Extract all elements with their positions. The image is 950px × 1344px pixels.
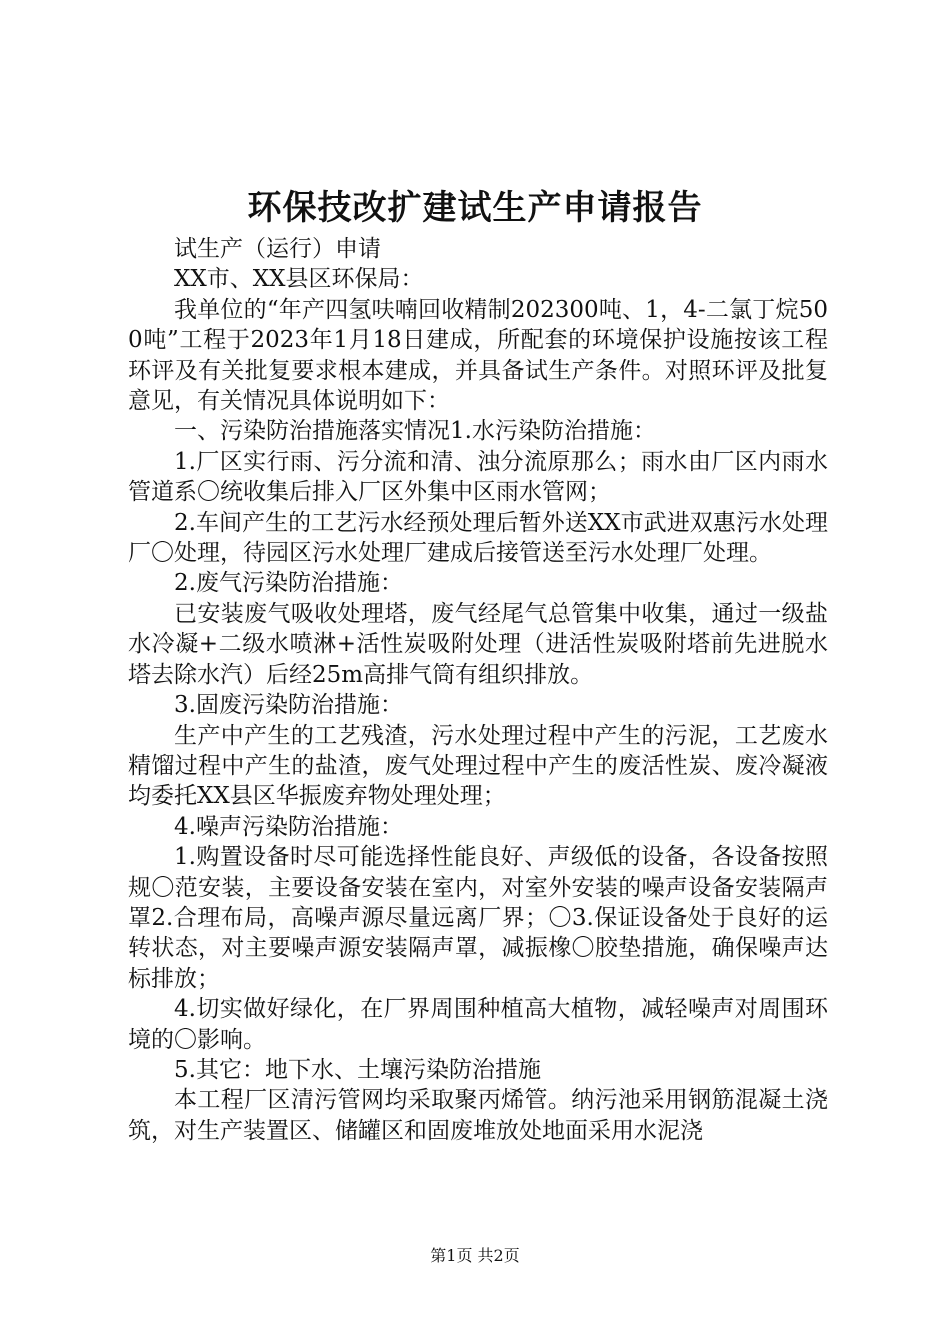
document-body xyxy=(128,234,828,1146)
paragraph: 已安装废气吸收处理塔，废气经尾气总管集中收集，通过一级盐水冷凝+二级水喷淋+活性炭吸附处理（进活性炭吸附塔前先进脱水塔去除水汽）后经25m高排气筒有组织排放。 xyxy=(128,600,828,688)
paragraph: 我单位的“年产四氢呋喃回收精制202300吨、1，4-二氯丁烷500吨”工程于2023年1月18日建成，所配套的环境保护设施按该工程环评及有关批复要求根本建成，并具备试生产条件。对照环评及批复意见，有关情况具体说明如下： xyxy=(128,296,828,415)
document-title: 环保技改扩建试生产申请报告 xyxy=(247,188,703,228)
paragraph: 1.厂区实行雨、污分流和清、浊分流原那么；雨水由厂区内雨水管道系〇统收集后排入厂区外集中区雨水管网； xyxy=(128,448,828,506)
paragraph: 2.车间产生的工艺污水经预处理后暂外送XX市武进双惠污水处理厂〇处理，待园区污水处理厂建成后接管送至污水处理厂处理。 xyxy=(128,509,828,567)
paragraph: 4.切实做好绿化，在厂界周围种植高大植物，减轻噪声对周围环境的〇影响。 xyxy=(128,996,828,1053)
paragraph: 本工程厂区清污管网均采取聚丙烯管。纳污池采用钢筋混凝土浇筑，对生产装置区、储罐区和固废堆放处地面采用水泥浇 xyxy=(128,1087,828,1144)
paragraph: 生产中产生的工艺残渣，污水处理过程中产生的污泥，工艺废水精馏过程中产生的盐渣，废气处理过程中产生的废活性炭、废冷凝液均委托XX县区华振废弃物处理处理； xyxy=(128,722,828,810)
paragraph: 5.其它：地下水、土壤污染防治措施 xyxy=(174,1056,541,1083)
paragraph: 试生产（运行）申请 xyxy=(174,236,381,262)
paragraph: 1.购置设备时尽可能选择性能良好、声级低的设备，各设备按照规〇范安装，主要设备安装在室内，对室外安装的噪声设备安装隔声罩2.合理布局，高噪声源尽量远离厂界；〇3.保证设备处于良好的运转状态，对主要噪声源安装隔声罩，减振橡〇胶垫措施，确保噪声达标排放； xyxy=(128,844,828,992)
paragraph: 一、污染防治措施落实情况1.水污染防治措施： xyxy=(174,418,656,445)
paragraph: XX市、XX县区环保局： xyxy=(174,266,424,293)
paragraph: 4.噪声污染防治措施： xyxy=(174,813,403,840)
page-number-footer: 第1页 共2页 xyxy=(430,1246,520,1265)
paragraph: 2.废气污染防治措施： xyxy=(174,570,403,597)
paragraph: 3.固废污染防治措施： xyxy=(174,692,403,719)
